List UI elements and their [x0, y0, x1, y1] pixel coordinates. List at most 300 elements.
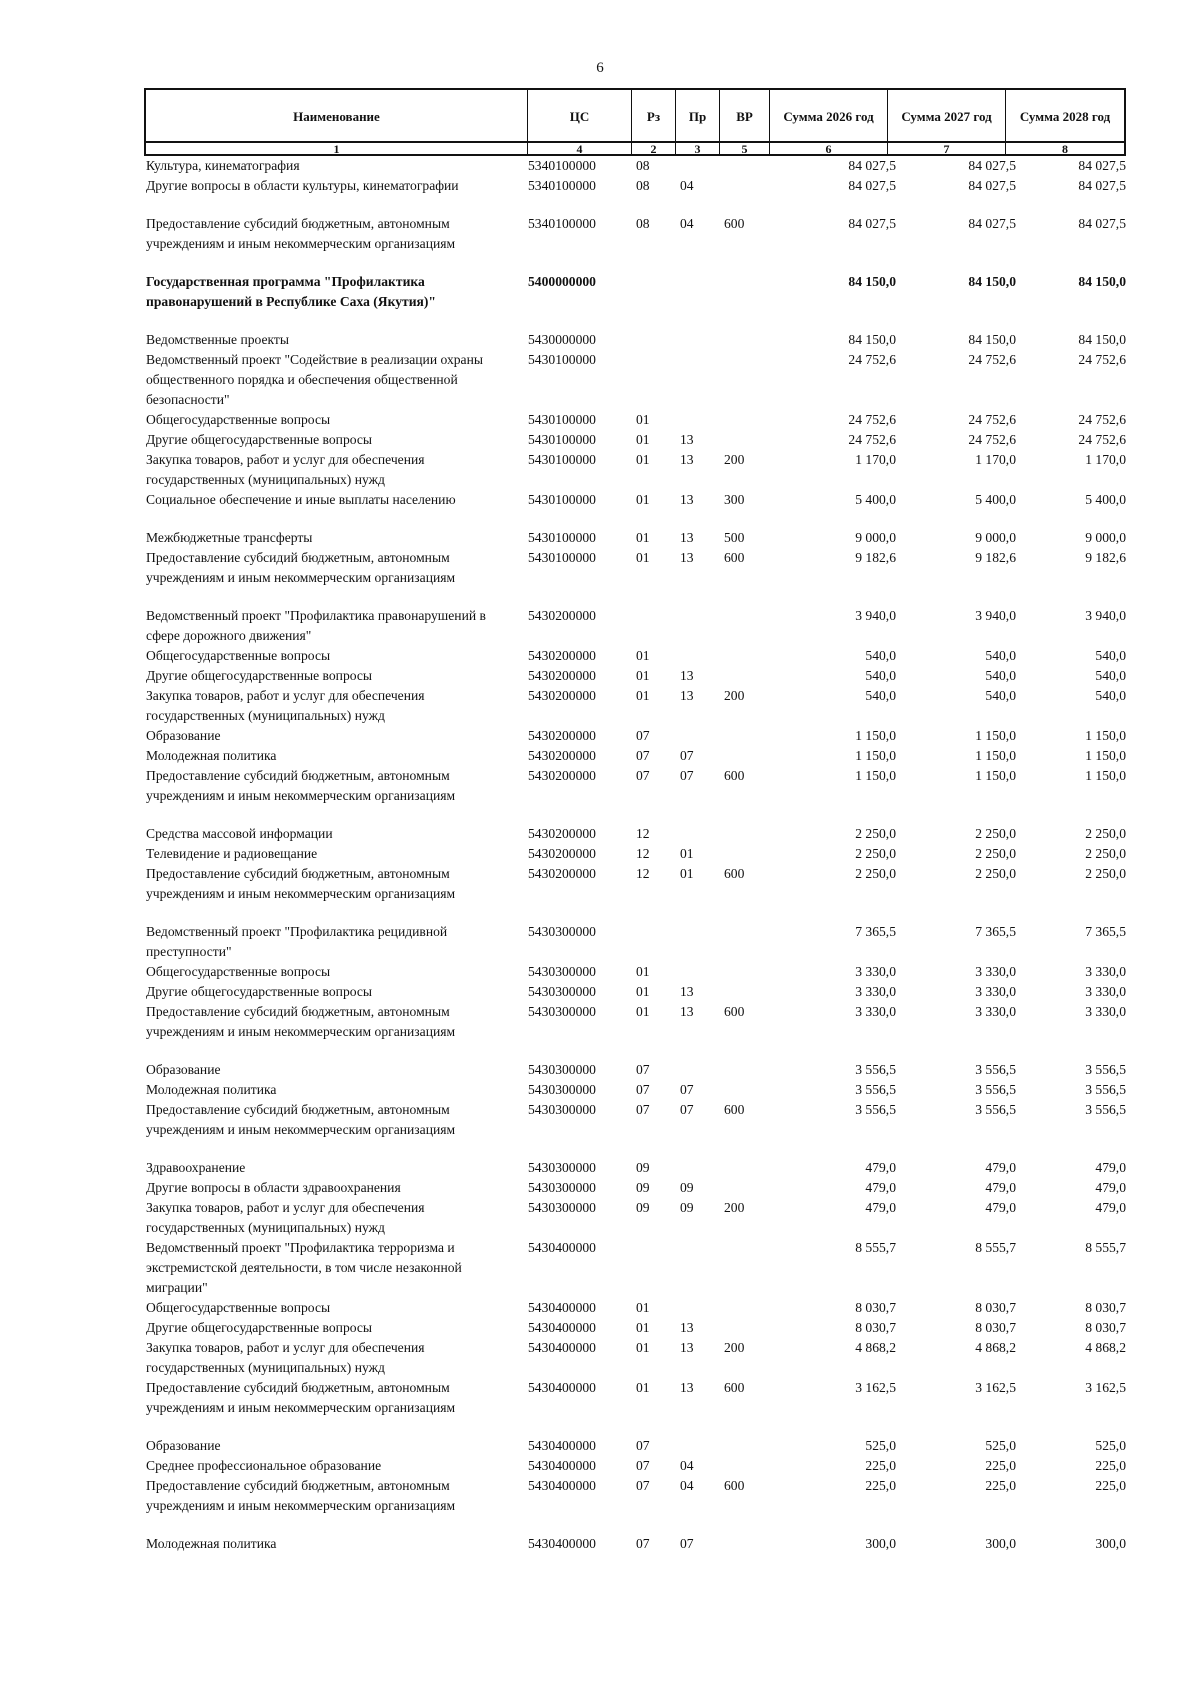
table-row [144, 528, 1126, 548]
row-sum-2027: 1 150,0 [975, 768, 1016, 783]
row-sum-2026: 2 250,0 [855, 846, 896, 861]
row-pr: 09 [680, 1200, 694, 1215]
table-row [144, 410, 1126, 430]
row-sum-2028: 84 150,0 [1078, 274, 1126, 289]
table-row [144, 272, 1126, 312]
table-row [144, 1158, 1126, 1178]
row-sum-2027: 540,0 [985, 648, 1016, 663]
table-row [144, 844, 1126, 864]
row-sum-2026: 9 182,6 [855, 550, 896, 565]
row-sum-2028: 479,0 [1095, 1160, 1126, 1175]
row-vr: 200 [724, 1340, 745, 1355]
table-row [144, 1060, 1126, 1080]
row-sum-2028: 1 150,0 [1085, 768, 1126, 783]
row-vr: 600 [724, 768, 745, 783]
row-cs: 5430300000 [528, 1102, 596, 1117]
row-name: Ведомственный проект "Профилактика терроризма и экстремистской деятельности, в том числе незаконной миграции" [146, 1240, 462, 1295]
row-name: Предоставление субсидий бюджетным, автономным учреждениям и иным некоммерческим организациям [146, 216, 456, 251]
row-sum-2027: 24 752,6 [968, 352, 1016, 367]
row-sum-2026: 225,0 [865, 1458, 896, 1473]
row-pr: 04 [680, 1478, 694, 1493]
row-name: Межбюджетные трансферты [146, 530, 313, 545]
row-sum-2026: 24 752,6 [848, 352, 896, 367]
row-vr: 600 [724, 216, 745, 231]
row-vr: 600 [724, 1102, 745, 1117]
row-pr: 01 [680, 866, 694, 881]
row-name: Предоставление субсидий бюджетным, автономным учреждениям и иным некоммерческим организациям [146, 1102, 456, 1137]
row-sum-2028: 1 170,0 [1085, 452, 1126, 467]
row-sum-2026: 3 330,0 [855, 964, 896, 979]
row-vr: 600 [724, 866, 745, 881]
row-rz: 09 [636, 1160, 650, 1175]
row-sum-2026: 479,0 [865, 1200, 896, 1215]
page-number: 6 [596, 60, 604, 76]
row-sum-2028: 540,0 [1095, 688, 1126, 703]
table-row [144, 548, 1126, 588]
row-sum-2027: 3 330,0 [975, 964, 1016, 979]
row-cs: 5430300000 [528, 1180, 596, 1195]
row-name: Закупка товаров, работ и услуг для обеспечения государственных (муниципальных) нужд [146, 1200, 425, 1235]
row-rz: 07 [636, 1438, 650, 1453]
row-sum-2026: 7 365,5 [855, 924, 896, 939]
row-name: Предоставление субсидий бюджетным, автономным учреждениям и иным некоммерческим организациям [146, 1004, 456, 1039]
row-name: Образование [146, 1062, 221, 1077]
row-sum-2028: 2 250,0 [1085, 826, 1126, 841]
row-rz: 01 [636, 492, 650, 507]
table-row [144, 1080, 1126, 1100]
row-cs: 5430100000 [528, 432, 596, 447]
row-name: Общегосударственные вопросы [146, 964, 331, 979]
row-cs: 5430400000 [528, 1240, 596, 1255]
row-rz: 01 [636, 1380, 650, 1395]
row-sum-2027: 479,0 [985, 1180, 1016, 1195]
row-name: Предоставление субсидий бюджетным, автономным учреждениям и иным некоммерческим организациям [146, 866, 456, 901]
row-sum-2027: 84 027,5 [968, 158, 1016, 173]
row-sum-2027: 5 400,0 [975, 492, 1016, 507]
row-sum-2028: 2 250,0 [1085, 846, 1126, 861]
row-sum-2027: 9 000,0 [975, 530, 1016, 545]
row-cs: 5430300000 [528, 924, 596, 939]
column-number: 1 [146, 143, 528, 154]
row-sum-2027: 1 150,0 [975, 748, 1016, 763]
row-vr: 600 [724, 1380, 745, 1395]
row-name: Ведомственные проекты [146, 332, 290, 347]
row-sum-2026: 3 556,5 [855, 1102, 896, 1117]
row-sum-2028: 84 027,5 [1078, 216, 1126, 231]
row-sum-2026: 2 250,0 [855, 866, 896, 881]
row-name: Образование [146, 1438, 221, 1453]
row-sum-2027: 8 555,7 [975, 1240, 1016, 1255]
row-rz: 01 [636, 412, 650, 427]
row-sum-2027: 84 027,5 [968, 178, 1016, 193]
row-sum-2028: 7 365,5 [1085, 924, 1126, 939]
row-name: Телевидение и радиовещание [146, 846, 318, 861]
row-sum-2027: 8 030,7 [975, 1300, 1016, 1315]
row-sum-2027: 225,0 [985, 1458, 1016, 1473]
row-sum-2026: 2 250,0 [855, 826, 896, 841]
header-sum-2027: Сумма 2027 год [888, 90, 1006, 143]
table-row [144, 214, 1126, 254]
table-row [144, 1238, 1126, 1298]
row-sum-2027: 3 556,5 [975, 1102, 1016, 1117]
table-row [144, 1198, 1126, 1238]
row-pr: 13 [680, 1340, 694, 1355]
row-cs: 5430300000 [528, 1160, 596, 1175]
row-name: Закупка товаров, работ и услуг для обеспечения государственных (муниципальных) нужд [146, 452, 425, 487]
table-row [144, 1534, 1126, 1554]
row-vr: 300 [724, 492, 745, 507]
row-sum-2027: 4 868,2 [975, 1340, 1016, 1355]
row-rz: 12 [636, 866, 650, 881]
row-sum-2026: 24 752,6 [848, 412, 896, 427]
row-sum-2028: 479,0 [1095, 1180, 1126, 1195]
row-name: Другие вопросы в области здравоохранения [146, 1180, 401, 1195]
row-sum-2027: 3 556,5 [975, 1062, 1016, 1077]
table-row [144, 1456, 1126, 1476]
table-row [144, 606, 1126, 646]
row-cs: 5430100000 [528, 352, 596, 367]
row-sum-2028: 479,0 [1095, 1200, 1126, 1215]
row-sum-2026: 225,0 [865, 1478, 896, 1493]
row-name: Другие общегосударственные вопросы [146, 1320, 373, 1335]
row-name: Образование [146, 728, 221, 743]
row-rz: 01 [636, 964, 650, 979]
row-sum-2027: 84 150,0 [968, 332, 1016, 347]
table-row [144, 666, 1126, 686]
row-sum-2027: 300,0 [985, 1536, 1016, 1551]
row-name: Ведомственный проект "Содействие в реализации охраны общественного порядка и обеспечения общественной безопасности" [146, 352, 484, 407]
row-cs: 5430300000 [528, 1200, 596, 1215]
row-cs: 5430200000 [528, 668, 596, 683]
row-sum-2027: 1 150,0 [975, 728, 1016, 743]
row-sum-2028: 3 940,0 [1085, 608, 1126, 623]
row-name: Предоставление субсидий бюджетным, автономным учреждениям и иным некоммерческим организациям [146, 1380, 456, 1415]
row-sum-2027: 24 752,6 [968, 412, 1016, 427]
row-cs: 5430300000 [528, 1082, 596, 1097]
table-row [144, 726, 1126, 746]
row-pr: 09 [680, 1180, 694, 1195]
row-pr: 13 [680, 550, 694, 565]
row-pr: 13 [680, 984, 694, 999]
row-rz: 07 [636, 1082, 650, 1097]
row-rz: 08 [636, 216, 650, 231]
row-name: Предоставление субсидий бюджетным, автономным учреждениям и иным некоммерческим организациям [146, 1478, 456, 1513]
row-name: Здравоохранение [146, 1160, 246, 1175]
row-cs: 5430000000 [528, 332, 596, 347]
row-name: Другие общегосударственные вопросы [146, 984, 373, 999]
row-sum-2026: 3 162,5 [855, 1380, 896, 1395]
row-sum-2026: 479,0 [865, 1180, 896, 1195]
row-cs: 5430400000 [528, 1458, 596, 1473]
row-name: Другие общегосударственные вопросы [146, 668, 373, 683]
row-rz: 07 [636, 1458, 650, 1473]
table-row [144, 864, 1126, 904]
row-cs: 5430100000 [528, 412, 596, 427]
row-cs: 5430200000 [528, 728, 596, 743]
row-cs: 5430400000 [528, 1320, 596, 1335]
row-cs: 5430200000 [528, 648, 596, 663]
row-sum-2028: 540,0 [1095, 648, 1126, 663]
table-row [144, 1378, 1126, 1418]
row-rz: 01 [636, 530, 650, 545]
table-row [144, 1178, 1126, 1198]
row-rz: 01 [636, 1340, 650, 1355]
row-sum-2027: 3 330,0 [975, 984, 1016, 999]
row-cs: 5340100000 [528, 178, 596, 193]
table-row [144, 490, 1126, 510]
row-sum-2028: 3 162,5 [1085, 1380, 1126, 1395]
row-rz: 07 [636, 1102, 650, 1117]
row-sum-2028: 3 330,0 [1085, 964, 1126, 979]
header-sum-2026: Сумма 2026 год [770, 90, 888, 143]
row-sum-2028: 3 556,5 [1085, 1062, 1126, 1077]
row-sum-2028: 4 868,2 [1085, 1340, 1126, 1355]
row-sum-2026: 84 027,5 [848, 216, 896, 231]
row-name: Предоставление субсидий бюджетным, автономным учреждениям и иным некоммерческим организациям [146, 768, 456, 803]
table-row [144, 922, 1126, 962]
row-cs: 5430200000 [528, 688, 596, 703]
row-name: Другие общегосударственные вопросы [146, 432, 373, 447]
row-pr: 13 [680, 530, 694, 545]
row-cs: 5430300000 [528, 984, 596, 999]
row-sum-2026: 525,0 [865, 1438, 896, 1453]
table-row [144, 1338, 1126, 1378]
row-cs: 5430400000 [528, 1438, 596, 1453]
row-rz: 01 [636, 432, 650, 447]
row-sum-2028: 300,0 [1095, 1536, 1126, 1551]
column-number: 5 [720, 143, 770, 154]
row-sum-2026: 479,0 [865, 1160, 896, 1175]
row-pr: 13 [680, 1320, 694, 1335]
row-vr: 200 [724, 688, 745, 703]
header-sum-2028: Сумма 2028 год [1019, 108, 1111, 124]
row-sum-2026: 84 150,0 [848, 274, 896, 289]
row-name: Государственная программа "Профилактика правонарушений в Республике Саха (Якутия)" [146, 274, 436, 309]
row-sum-2027: 8 030,7 [975, 1320, 1016, 1335]
row-sum-2028: 3 556,5 [1085, 1102, 1126, 1117]
row-sum-2027: 2 250,0 [975, 866, 1016, 881]
table-header [144, 88, 1126, 143]
row-pr: 13 [680, 432, 694, 447]
row-cs: 5430300000 [528, 964, 596, 979]
table-row [144, 766, 1126, 806]
row-cs: 5430300000 [528, 1062, 596, 1077]
row-sum-2026: 3 556,5 [855, 1082, 896, 1097]
row-rz: 07 [636, 768, 650, 783]
row-sum-2027: 3 330,0 [975, 1004, 1016, 1019]
row-rz: 01 [636, 1004, 650, 1019]
row-sum-2028: 1 150,0 [1085, 728, 1126, 743]
row-cs: 5430200000 [528, 866, 596, 881]
row-sum-2026: 300,0 [865, 1536, 896, 1551]
table-row [144, 350, 1126, 410]
row-cs: 5430400000 [528, 1536, 596, 1551]
row-sum-2026: 8 030,7 [855, 1320, 896, 1335]
row-cs: 5430200000 [528, 826, 596, 841]
row-sum-2026: 540,0 [865, 688, 896, 703]
row-name: Общегосударственные вопросы [146, 1300, 331, 1315]
row-sum-2028: 5 400,0 [1085, 492, 1126, 507]
row-sum-2028: 9 000,0 [1085, 530, 1126, 545]
row-name: Молодежная политика [146, 1536, 277, 1551]
row-rz: 07 [636, 1478, 650, 1493]
table-row [144, 686, 1126, 726]
row-name: Ведомственный проект "Профилактика правонарушений в сфере дорожного движения" [146, 608, 486, 643]
row-name: Общегосударственные вопросы [146, 648, 331, 663]
row-rz: 01 [636, 984, 650, 999]
row-sum-2026: 3 330,0 [855, 1004, 896, 1019]
column-number: 7 [888, 143, 1006, 154]
table-row [144, 824, 1126, 844]
row-sum-2027: 2 250,0 [975, 826, 1016, 841]
row-sum-2028: 84 027,5 [1078, 158, 1126, 173]
table-row [144, 1476, 1126, 1516]
table-row [144, 176, 1126, 196]
row-name: Социальное обеспечение и иные выплаты населению [146, 492, 456, 507]
row-pr: 07 [680, 1082, 694, 1097]
row-pr: 04 [680, 1458, 694, 1473]
row-sum-2026: 540,0 [865, 668, 896, 683]
row-sum-2028: 3 330,0 [1085, 1004, 1126, 1019]
row-sum-2026: 84 027,5 [848, 158, 896, 173]
row-rz: 01 [636, 1320, 650, 1335]
row-cs: 5430100000 [528, 530, 596, 545]
row-rz: 07 [636, 1062, 650, 1077]
table-row [144, 1436, 1126, 1456]
row-sum-2028: 525,0 [1095, 1438, 1126, 1453]
row-name: Среднее профессиональное образование [146, 1458, 382, 1473]
row-cs: 5340100000 [528, 158, 596, 173]
table-row [144, 330, 1126, 350]
row-rz: 01 [636, 688, 650, 703]
row-sum-2027: 1 170,0 [975, 452, 1016, 467]
row-sum-2028: 1 150,0 [1085, 748, 1126, 763]
row-sum-2027: 225,0 [985, 1478, 1016, 1493]
row-sum-2027: 24 752,6 [968, 432, 1016, 447]
row-name: Закупка товаров, работ и услуг для обеспечения государственных (муниципальных) нужд [146, 1340, 425, 1375]
row-sum-2026: 1 150,0 [855, 728, 896, 743]
row-name: Средства массовой информации [146, 826, 333, 841]
row-rz: 12 [636, 846, 650, 861]
row-sum-2027: 84 150,0 [968, 274, 1016, 289]
row-pr: 07 [680, 748, 694, 763]
column-number: 6 [770, 143, 888, 154]
header-vr: ВР [720, 90, 770, 143]
row-sum-2026: 24 752,6 [848, 432, 896, 447]
row-sum-2026: 540,0 [865, 648, 896, 663]
budget-table [144, 88, 1126, 1554]
row-sum-2026: 1 170,0 [855, 452, 896, 467]
row-sum-2028: 84 150,0 [1078, 332, 1126, 347]
row-sum-2028: 24 752,6 [1078, 432, 1126, 447]
row-pr: 13 [680, 668, 694, 683]
table-row [144, 450, 1126, 490]
row-cs: 5430200000 [528, 768, 596, 783]
row-cs: 5430400000 [528, 1478, 596, 1493]
row-sum-2026: 8 555,7 [855, 1240, 896, 1255]
row-vr: 500 [724, 530, 745, 545]
row-rz: 01 [636, 452, 650, 467]
row-sum-2028: 2 250,0 [1085, 866, 1126, 881]
row-name: Культура, кинематография [146, 158, 300, 173]
row-sum-2027: 7 365,5 [975, 924, 1016, 939]
row-pr: 13 [680, 452, 694, 467]
row-sum-2028: 8 030,7 [1085, 1320, 1126, 1335]
row-sum-2027: 479,0 [985, 1160, 1016, 1175]
row-sum-2028: 24 752,6 [1078, 352, 1126, 367]
row-cs: 5430300000 [528, 1004, 596, 1019]
row-sum-2027: 3 162,5 [975, 1380, 1016, 1395]
table-row [144, 1318, 1126, 1338]
row-sum-2028: 8 030,7 [1085, 1300, 1126, 1315]
row-sum-2026: 84 027,5 [848, 178, 896, 193]
row-vr: 600 [724, 1004, 745, 1019]
row-sum-2026: 3 330,0 [855, 984, 896, 999]
row-rz: 07 [636, 748, 650, 763]
header-rz: Рз [632, 90, 676, 143]
table-row [144, 156, 1126, 176]
column-number: 3 [676, 143, 720, 154]
table-row [144, 982, 1126, 1002]
table-row [144, 430, 1126, 450]
row-cs: 5430400000 [528, 1300, 596, 1315]
row-rz: 12 [636, 826, 650, 841]
row-sum-2028: 225,0 [1095, 1478, 1126, 1493]
row-sum-2028: 84 027,5 [1078, 178, 1126, 193]
row-sum-2027: 2 250,0 [975, 846, 1016, 861]
row-vr: 600 [724, 1478, 745, 1493]
row-cs: 5430400000 [528, 1340, 596, 1355]
row-sum-2026: 3 940,0 [855, 608, 896, 623]
row-sum-2028: 3 330,0 [1085, 984, 1126, 999]
row-sum-2026: 84 150,0 [848, 332, 896, 347]
row-cs: 5340100000 [528, 216, 596, 231]
row-sum-2026: 1 150,0 [855, 768, 896, 783]
table-row [144, 746, 1126, 766]
row-sum-2026: 3 556,5 [855, 1062, 896, 1077]
row-name: Молодежная политика [146, 1082, 277, 1097]
row-rz: 01 [636, 1300, 650, 1315]
row-rz: 08 [636, 178, 650, 193]
row-sum-2028: 540,0 [1095, 668, 1126, 683]
row-sum-2026: 5 400,0 [855, 492, 896, 507]
row-sum-2028: 3 556,5 [1085, 1082, 1126, 1097]
row-sum-2026: 1 150,0 [855, 748, 896, 763]
row-pr: 07 [680, 1102, 694, 1117]
row-rz: 07 [636, 728, 650, 743]
row-sum-2027: 540,0 [985, 668, 1016, 683]
row-pr: 04 [680, 178, 694, 193]
row-sum-2027: 525,0 [985, 1438, 1016, 1453]
row-name: Другие вопросы в области культуры, кинематографии [146, 178, 459, 193]
row-rz: 07 [636, 1536, 650, 1551]
row-sum-2028: 8 555,7 [1085, 1240, 1126, 1255]
row-pr: 13 [680, 492, 694, 507]
header-pr: Пр [676, 90, 720, 143]
row-sum-2028: 225,0 [1095, 1458, 1126, 1473]
table-row [144, 646, 1126, 666]
row-sum-2026: 4 868,2 [855, 1340, 896, 1355]
row-cs: 5430200000 [528, 846, 596, 861]
column-numbers-row [144, 141, 1126, 156]
row-cs: 5430400000 [528, 1380, 596, 1395]
row-rz: 01 [636, 648, 650, 663]
table-row [144, 1002, 1126, 1042]
row-name: Общегосударственные вопросы [146, 412, 331, 427]
row-rz: 09 [636, 1180, 650, 1195]
row-sum-2027: 9 182,6 [975, 550, 1016, 565]
row-pr: 01 [680, 846, 694, 861]
